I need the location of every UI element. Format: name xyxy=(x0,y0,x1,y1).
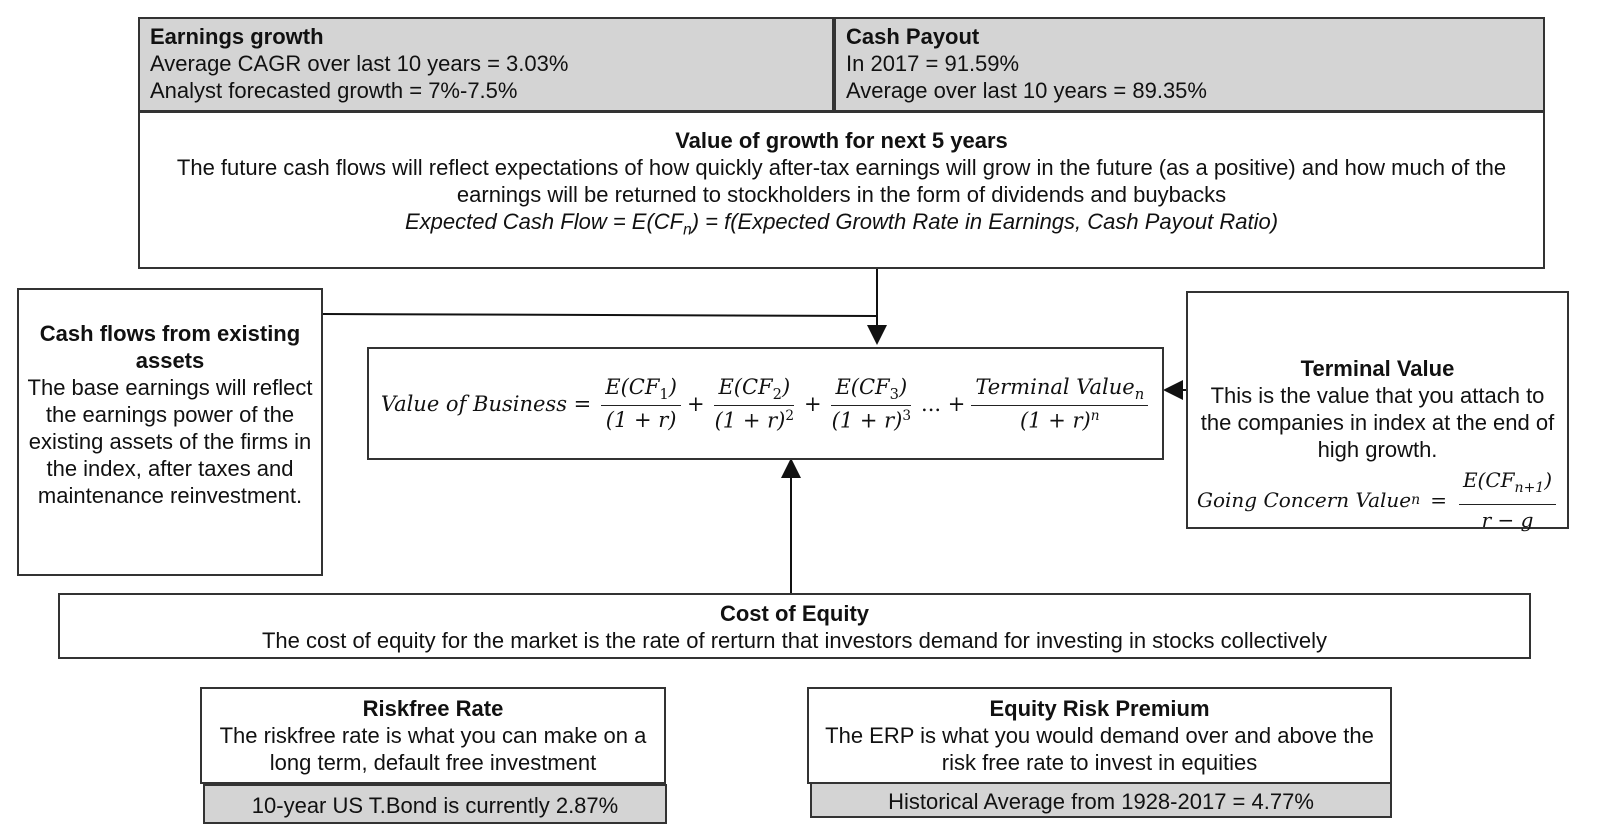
cost-of-equity-title: Cost of Equity xyxy=(719,601,870,626)
valuation-formula-box xyxy=(367,347,1164,460)
riskfree-value: 10-year US T.Bond is currently 2.87% xyxy=(251,793,619,818)
term-terminal-value: $\frac{Terminal Value_n}{(1 + r)^n}$ xyxy=(971,375,1148,433)
value-of-growth-box xyxy=(138,111,1545,269)
line-existing-assets-to-arrow xyxy=(323,314,877,316)
erp-box xyxy=(807,687,1392,784)
term-cf1: $\frac{E(CF_1)}{(1 + r)}$ xyxy=(601,375,681,432)
terminal-value-title: Terminal Value xyxy=(1300,356,1455,381)
term-cf2: $\frac{E(CF_2)}{(1 + r)^2}$ xyxy=(714,374,795,433)
expected-cash-flow-formula: Expected Cash Flow = $E(CF_n)$ = f(Expected Growth Rate in Earnings, Cash Payout Ratio) xyxy=(404,209,1279,239)
erp-text: The ERP is what you would demand over and above the risk free rate to invest in equities xyxy=(825,723,1374,775)
existing-assets-title: Cash flows from existing assets xyxy=(39,321,301,373)
erp-value-box xyxy=(810,782,1392,818)
riskfree-text: The riskfree rate is what you can make on a long term, default free investment xyxy=(219,723,647,775)
going-concern-formula: Going Concern Value n = $\frac{E(CF_{n+1})}{r - g}$ xyxy=(1194,467,1561,534)
existing-assets-box xyxy=(17,288,323,576)
cash-payout-title: Cash Payout xyxy=(846,24,980,49)
earnings-growth-title: Earnings growth xyxy=(150,24,324,49)
cash-payout-box xyxy=(834,17,1545,112)
earnings-cagr-text: Average CAGR over last 10 years = 3.03% xyxy=(150,51,569,76)
value-of-growth-title: Value of growth for next 5 years xyxy=(675,128,1008,153)
terminal-value-box xyxy=(1186,291,1569,532)
value-of-business-formula: Value of Business = $\frac{E(CF_1)}{(1 + r)}$ + $\frac{E(CF_2)}{(1 + r)^2}$ + $\frac{E(CF_3)}{(1 + r)^3}$ ... + $\frac{Terminal Value_n}{(1 + r)^n}$ xyxy=(369,349,1162,458)
erp-value: Historical Average from 1928-2017 = 4.77% xyxy=(888,789,1314,814)
cost-of-equity-text: The cost of equity for the market is the rate of rerturn that investors demand for investing in stocks collectively xyxy=(261,628,1328,653)
erp-title: Equity Risk Premium xyxy=(989,696,1210,721)
payout-average-text: Average over last 10 years = 89.35% xyxy=(846,78,1207,103)
analyst-growth-text: Analyst forecasted growth = 7%-7.5% xyxy=(150,78,518,103)
terminal-value-text: This is the value that you attach to the companies in index at the end of high growth. xyxy=(1200,383,1555,462)
cost-of-equity-box xyxy=(58,593,1531,659)
value-of-growth-text: The future cash flows will reflect expectations of how quickly after-tax earnings will grow in the future (as a positive) and how much of the earnings will be returned to stockholders in the form of dividends and buybacks xyxy=(176,155,1507,207)
earnings-growth-box xyxy=(138,17,834,112)
riskfree-title: Riskfree Rate xyxy=(362,696,504,721)
term-cf3: $\frac{E(CF_3)}{(1 + r)^3}$ xyxy=(831,374,912,433)
formula-lhs: Value of Business = xyxy=(380,391,592,416)
payout-2017-text: In 2017 = 91.59% xyxy=(846,51,1020,76)
riskfree-value-box xyxy=(203,784,667,824)
riskfree-rate-box xyxy=(200,687,666,784)
existing-assets-text: The base earnings will reflect the earnings power of the existing assets of the firms in the index, after taxes and maintenance reinvestment. xyxy=(27,375,313,508)
